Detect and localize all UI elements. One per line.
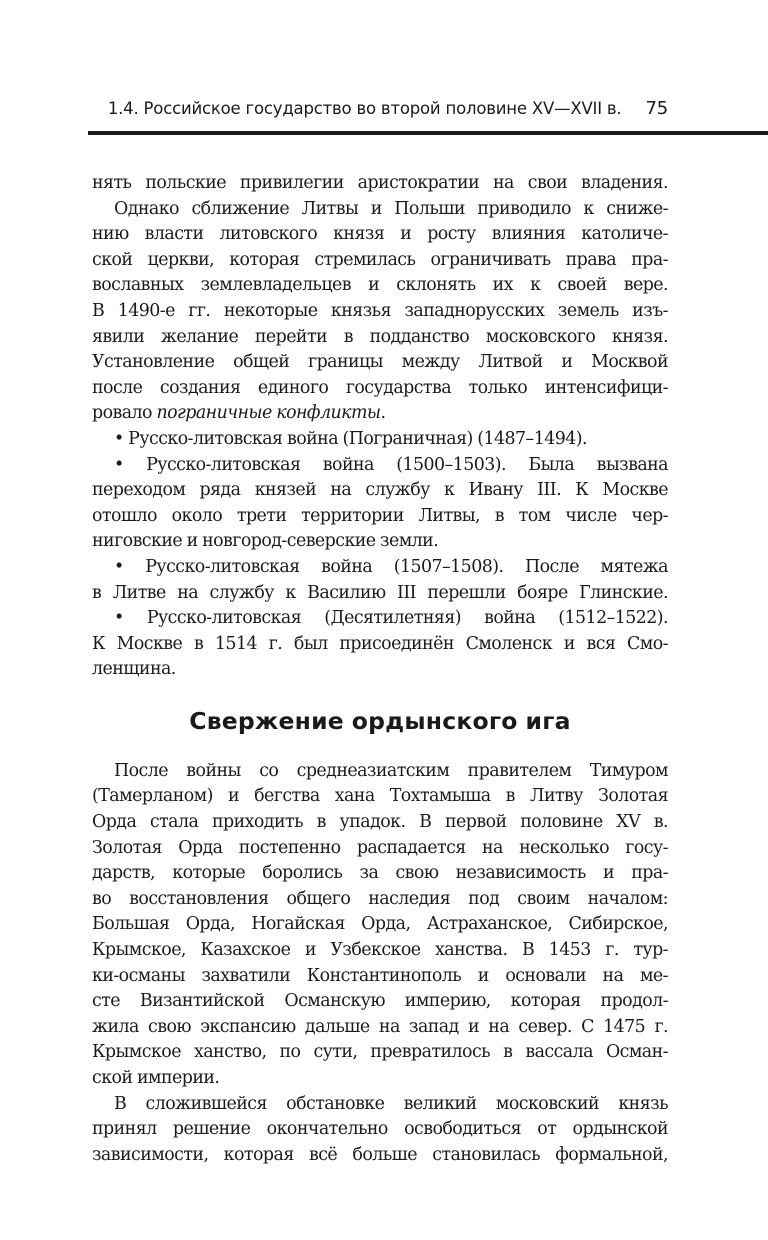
bullet-item-2: [92, 453, 668, 555]
text-line: ской церкви, которая стремилась ограничивать права пра-: [92, 249, 668, 270]
text-line: ки-османы захватили Константинополь и основали на ме-: [92, 965, 668, 986]
text-line: • Русско-литовская (Десятилетняя) война (1512–1522).: [114, 608, 668, 629]
text-line: Золотая Орда постепенно распадается на несколько госу-: [92, 837, 668, 858]
text-line: дарств, которые боролись за свою независимость и пра-: [92, 863, 668, 884]
text-line: Установление общей границы между Литвой и Москвой: [92, 352, 668, 373]
bullet-item-4: [92, 606, 668, 683]
text-line: во восстановления общего наследия под своим началом:: [92, 888, 668, 909]
text-line: нию власти литовского князя и росту влияния католиче-: [92, 224, 668, 245]
text-line: ленщина.: [92, 659, 176, 680]
running-header: [88, 98, 668, 128]
text-line: К Москве в 1514 г. был присоединён Смоленск и вся Смо-: [92, 633, 668, 654]
text-line: принял решение окончательно освободиться от ордынской: [92, 1119, 668, 1140]
text-line: зависимости, которая всё больше становилась формальной,: [92, 1144, 668, 1165]
bullet-item-1: [92, 427, 668, 453]
page-number: 75: [645, 98, 668, 119]
header-rule: [88, 131, 768, 135]
text-line: переходом ряда князей на службу к Ивану III. К Москве: [92, 480, 668, 501]
text-line: явили желание перейти в подданство московского князя.: [92, 326, 668, 347]
italic-term: пограничные конфликты: [156, 403, 381, 424]
text-line: ниговские и новгород-северские земли.: [92, 531, 439, 552]
text-line: Большая Орда, Ногайская Орда, Астраханское, Сибирское,: [92, 914, 668, 935]
text-line: Крымское, Казахское и Узбекское ханства. В 1453 г. тур-: [92, 940, 668, 961]
text-line: нять польские привилегии аристократии на свои владения.: [92, 173, 668, 193]
text-line: вославных землевладельцев и склонять их к своей вере.: [92, 275, 668, 296]
text-line: в Литве на службу к Василию III перешли бояре Глинские.: [92, 582, 668, 603]
paragraph-1: [92, 171, 668, 427]
text-line: сте Византийской Османскую империю, которая продол-: [92, 991, 668, 1012]
text-fragment: .: [380, 403, 386, 424]
text-line: • Русско-литовская война (Пограничная) (1487–1494).: [114, 428, 587, 449]
section-heading: Свержение ордынского ига: [189, 706, 571, 735]
text-line: [92, 401, 668, 427]
page-body: [92, 171, 668, 1168]
text-line: Орда стала приходить в упадок. В первой половине XV в.: [92, 812, 668, 833]
text-line: Крымское ханство, по сути, превратилось в вассала Осман-: [92, 1042, 668, 1063]
text-line: • Русско-литовская война (1507–1508). После мятежа: [114, 556, 668, 577]
bullet-item-3: [92, 555, 668, 606]
text-line: (Тамерланом) и бегства хана Тохтамыша в Литву Золотая: [92, 786, 668, 807]
text-line: В 1490-е гг. некоторые князья западнорусских земель изъ-: [92, 300, 668, 321]
text-line: После войны со среднеазиатским правителем Тимуром: [114, 760, 668, 781]
text-line: • Русско-литовская война (1500–1503). Была вызвана: [114, 454, 668, 475]
text-line: жила свою экспансию дальше на запад и на север. С 1475 г.: [92, 1016, 668, 1037]
text-line: Однако сближение Литвы и Польши приводило к сниже-: [114, 198, 668, 219]
text-line: отошло около трети территории Литвы, в том числе чер-: [92, 505, 668, 526]
text-fragment: ровало: [92, 403, 157, 424]
text-line: ской империи.: [92, 1068, 220, 1088]
text-line: после создания единого государства только интенсифици-: [92, 377, 668, 398]
paragraph-2: [92, 759, 668, 1092]
paragraph-3: [92, 1092, 668, 1169]
running-header-title: 1.4. Российское государство во второй половине XV—XVII в.: [107, 99, 622, 118]
text-line: В сложившейся обстановке великий московский князь: [114, 1093, 668, 1114]
